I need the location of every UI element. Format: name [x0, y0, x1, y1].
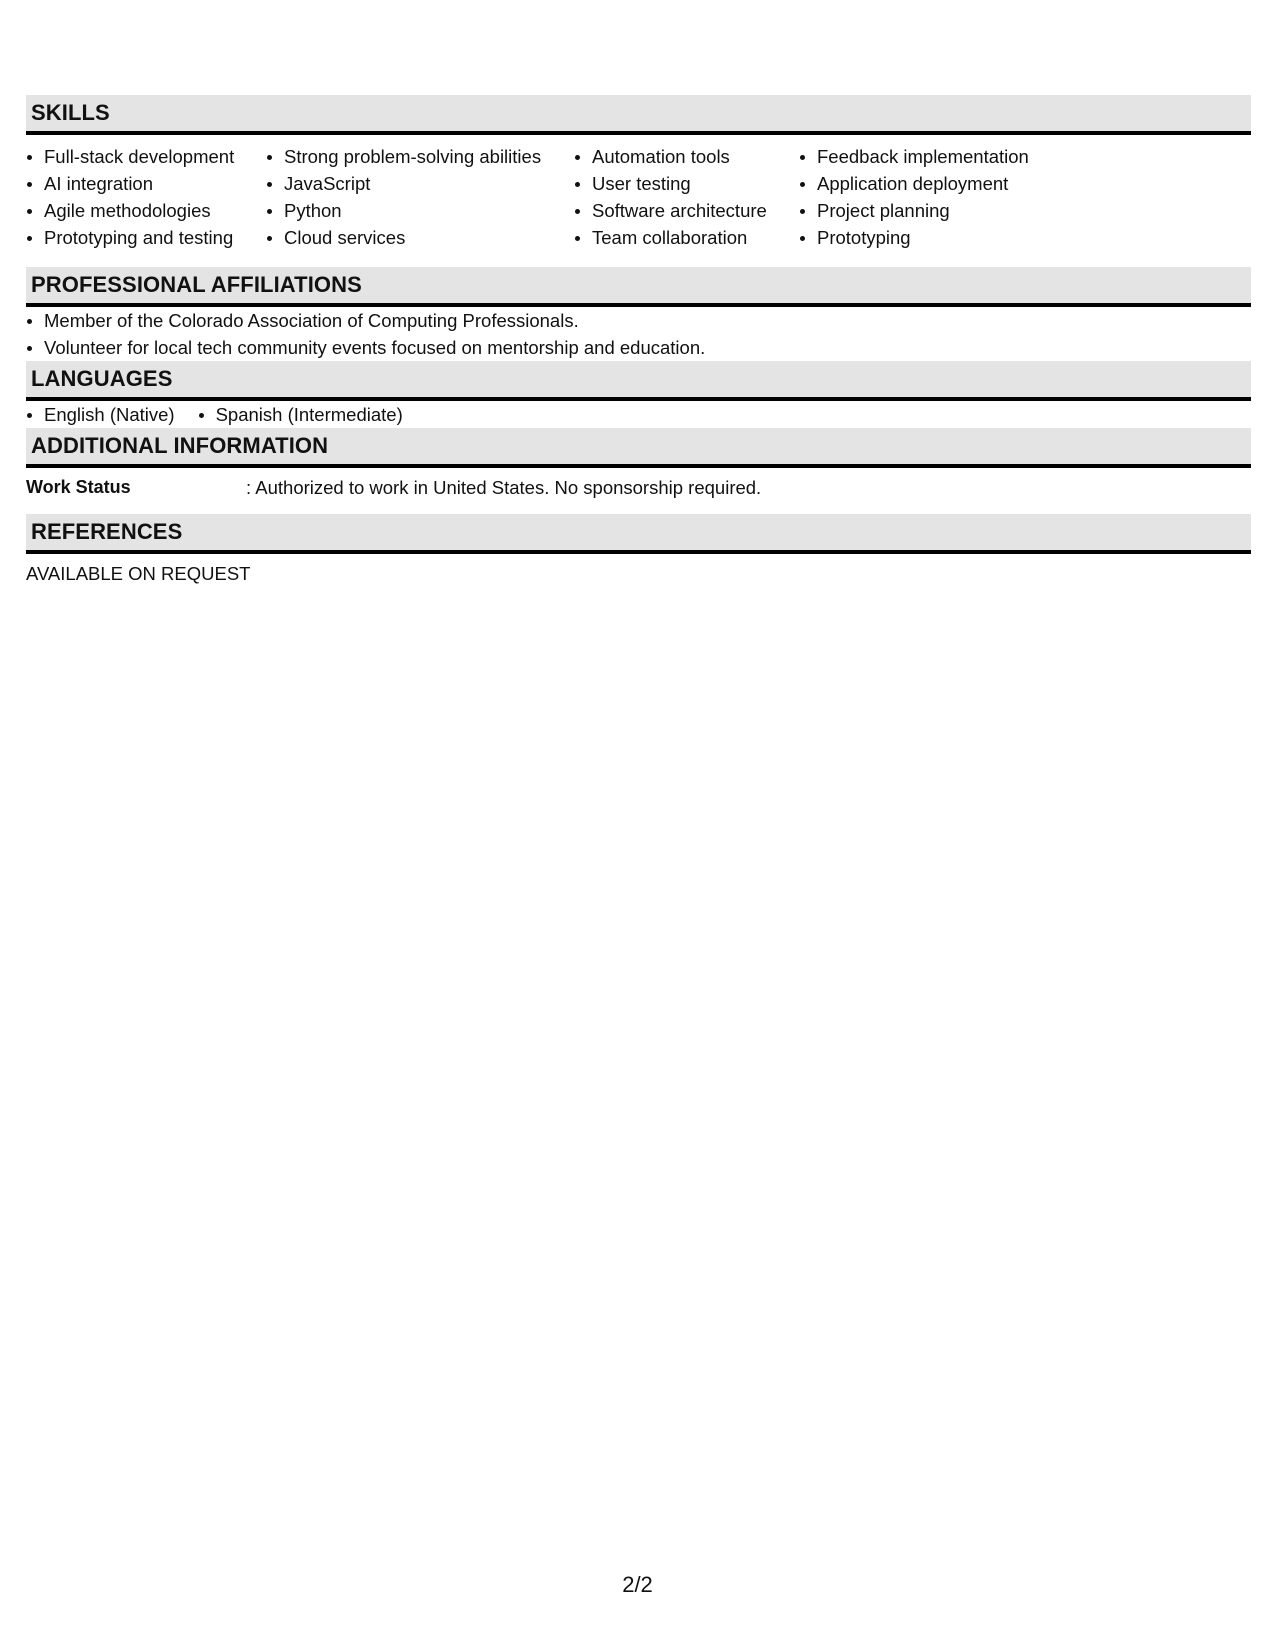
skill-item: Project planning	[799, 197, 1059, 224]
skills-heading: SKILLS	[26, 95, 1251, 135]
resume-page	[26, 95, 1251, 587]
languages-heading: LANGUAGES	[26, 361, 1251, 401]
language-item: English (Native)	[26, 401, 175, 428]
work-status-value: : Authorized to work in United States. No sponsorship required.	[246, 477, 762, 498]
skill-item: Full-stack development	[26, 143, 266, 170]
skill-item: Agile methodologies	[26, 197, 266, 224]
skills-column-3	[574, 143, 799, 251]
references-heading: REFERENCES	[26, 514, 1251, 554]
affiliations-section	[26, 267, 1251, 361]
languages-section	[26, 361, 1251, 428]
additional-info-section	[26, 428, 1251, 514]
languages-list	[26, 401, 1251, 428]
references-section	[26, 514, 1251, 587]
skill-item: Strong problem-solving abilities	[266, 143, 574, 170]
skills-column-2	[266, 143, 574, 251]
affiliation-item: Member of the Colorado Association of Computing Professionals.	[26, 307, 1251, 334]
skill-item: Cloud services	[266, 224, 574, 251]
affiliation-item: Volunteer for local tech community events focused on mentorship and education.	[26, 334, 1251, 361]
affiliations-list	[26, 307, 1251, 361]
skill-item: Team collaboration	[574, 224, 799, 251]
skill-item: AI integration	[26, 170, 266, 197]
language-item: Spanish (Intermediate)	[198, 401, 403, 428]
page-number: 2/2	[622, 1572, 653, 1597]
skill-item: Application deployment	[799, 170, 1059, 197]
skills-section	[26, 95, 1251, 267]
skill-item: Software architecture	[574, 197, 799, 224]
work-status-label: Work Status	[26, 477, 131, 497]
skills-grid	[26, 135, 1251, 267]
skill-item: User testing	[574, 170, 799, 197]
references-text: AVAILABLE ON REQUEST	[26, 563, 251, 584]
skill-item: Prototyping	[799, 224, 1059, 251]
additional-info-heading: ADDITIONAL INFORMATION	[26, 428, 1251, 468]
skills-column-1	[26, 143, 266, 251]
skill-item: JavaScript	[266, 170, 574, 197]
skills-column-4	[799, 143, 1059, 251]
skill-item: Prototyping and testing	[26, 224, 266, 251]
affiliations-heading: PROFESSIONAL AFFILIATIONS	[26, 267, 1251, 307]
skill-item: Automation tools	[574, 143, 799, 170]
skill-item: Python	[266, 197, 574, 224]
skill-item: Feedback implementation	[799, 143, 1059, 170]
work-status-row	[26, 468, 1251, 514]
